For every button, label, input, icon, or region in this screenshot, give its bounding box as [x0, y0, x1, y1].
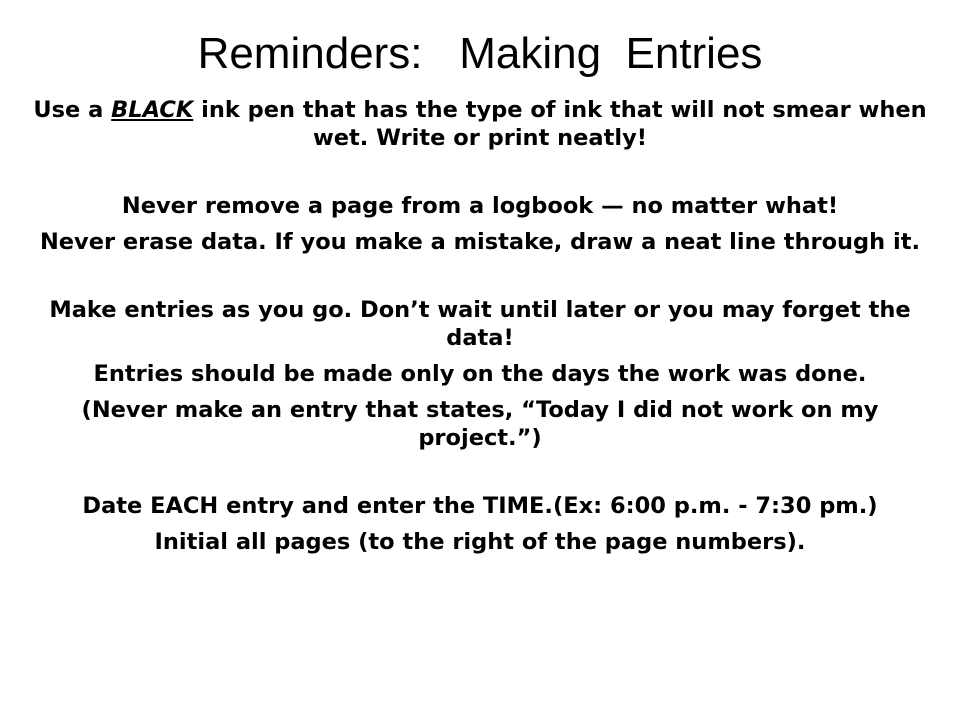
reminder-ink-pen	[20, 96, 940, 152]
slide-body	[20, 96, 940, 556]
reminder-ink-emphasis: BLACK	[111, 97, 194, 123]
reminder-never-erase: Never erase data. If you make a mistake, draw a neat line through it.	[39, 229, 921, 255]
reminder-entries-days: Entries should be made only on the days the work was done.	[93, 361, 867, 387]
reminder-make-entries: Make entries as you go. Don’t wait until later or you may forget the data!	[49, 297, 911, 351]
reminder-ink-suffix: ink pen that has the type of ink that will not smear when wet. Write or print neatly!	[193, 97, 927, 151]
reminder-date-time: Date EACH entry and enter the TIME.(Ex: 6:00 p.m. - 7:30 pm.)	[82, 493, 878, 519]
reminder-never-state: (Never make an entry that states, “Today I did not work on my project.”)	[81, 397, 879, 451]
reminder-ink-prefix: Use a	[33, 97, 112, 123]
slide-title: Reminders: Making Entries	[197, 29, 763, 78]
reminder-never-remove: Never remove a page from a logbook — no matter what!	[121, 193, 839, 219]
reminder-initial-pages: Initial all pages (to the right of the page numbers).	[154, 529, 806, 555]
